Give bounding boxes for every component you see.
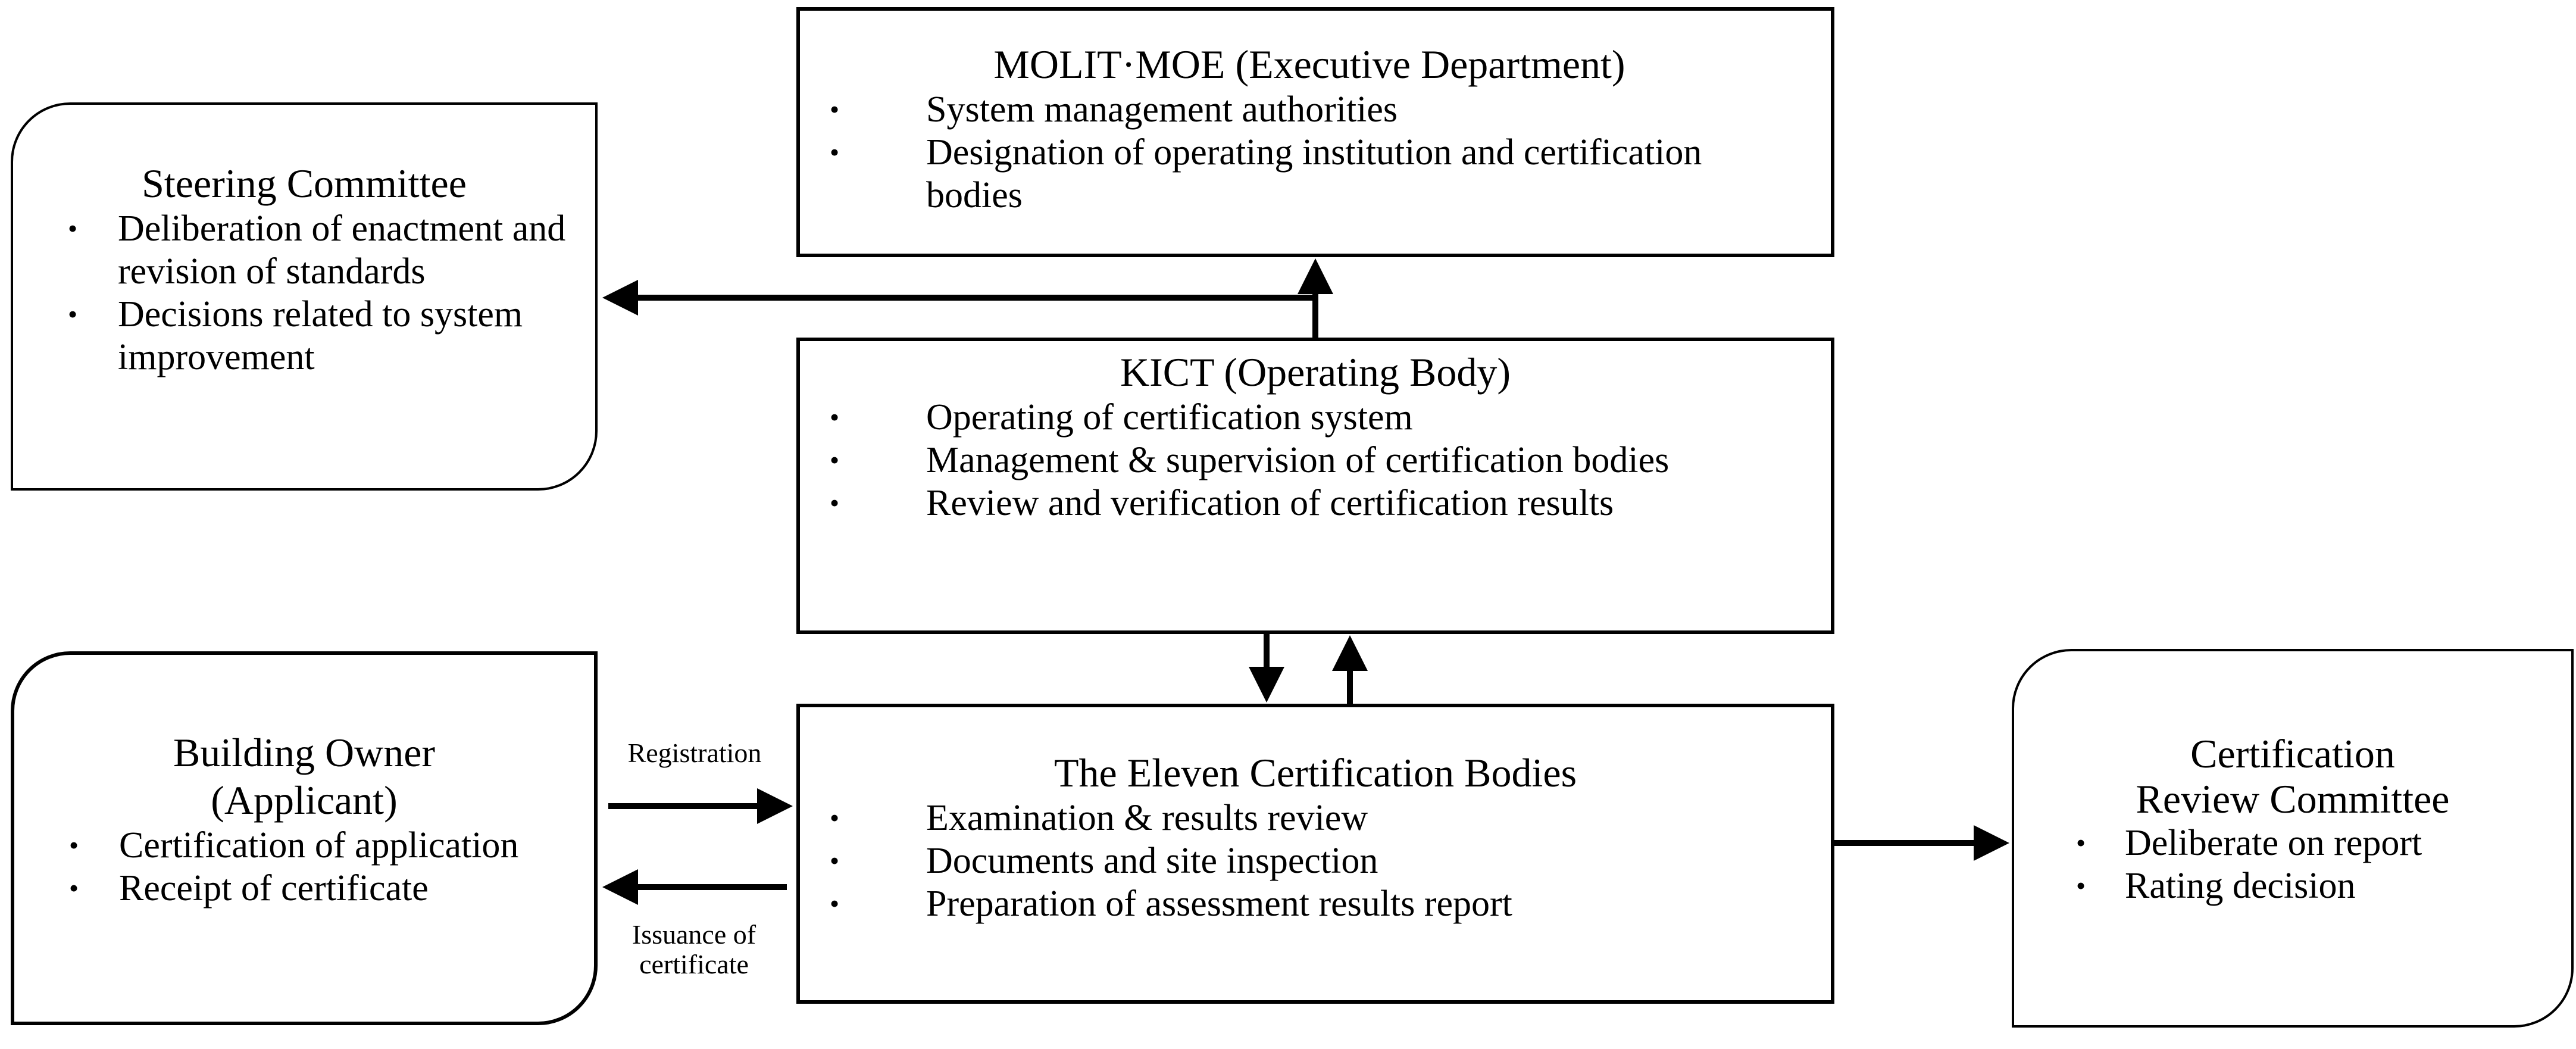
review-committee-title	[2014, 731, 2571, 822]
list-item: • Management & supervision of certification bodies	[800, 439, 1831, 482]
list-item: • Certification of application	[14, 824, 594, 867]
building-owner-title	[14, 729, 594, 824]
list-item: • System management authorities	[800, 88, 1831, 131]
building-owner-box	[11, 651, 598, 1025]
list-item: • Preparation of assessment results report	[800, 882, 1831, 925]
steering-committee-box	[11, 102, 598, 491]
list-item: • Operating of certification system	[800, 396, 1831, 439]
list-item: • Rating decision	[2014, 864, 2571, 907]
issuance-label	[595, 920, 793, 979]
executive-department-list	[800, 88, 1831, 217]
review-committee-title-line1: Certification	[2190, 731, 2395, 776]
list-item: • Deliberate on report	[2014, 822, 2571, 864]
review-committee-title-line2: Review Committee	[2136, 776, 2450, 822]
list-item: • Documents and site inspection	[800, 839, 1831, 882]
list-item: • Deliberation of enactment and revision of standards	[13, 207, 595, 293]
building-owner-title-line2: (Applicant)	[211, 778, 398, 823]
building-owner-title-line1: Building Owner	[173, 730, 436, 775]
certification-bodies-box	[796, 704, 1834, 1004]
steering-committee-list	[13, 207, 595, 379]
review-committee-box	[2012, 649, 2574, 1028]
list-item: • Decisions related to system improvement	[13, 293, 595, 379]
issuance-label-line2: certificate	[639, 949, 749, 979]
list-item: • Receipt of certificate	[14, 867, 594, 910]
list-item: • Review and verification of certification results	[800, 482, 1831, 524]
list-item: • Examination & results review	[800, 797, 1831, 839]
operating-body-list	[800, 396, 1831, 524]
review-committee-list	[2014, 822, 2571, 907]
executive-department-title: MOLIT·MOE (Executive Department)	[993, 42, 1625, 87]
operating-body-box	[796, 338, 1834, 634]
certification-bodies-list	[800, 797, 1831, 925]
executive-department-box	[796, 7, 1834, 257]
operating-body-title: KICT (Operating Body)	[1120, 349, 1511, 395]
steering-committee-title: Steering Committee	[142, 161, 467, 206]
registration-label: Registration	[627, 738, 762, 768]
certification-bodies-title: The Eleven Certification Bodies	[1053, 750, 1577, 795]
issuance-label-line1: Issuance of	[632, 919, 756, 950]
building-owner-list	[14, 824, 594, 910]
list-item: • Designation of operating institution and certification bodies	[800, 131, 1831, 217]
